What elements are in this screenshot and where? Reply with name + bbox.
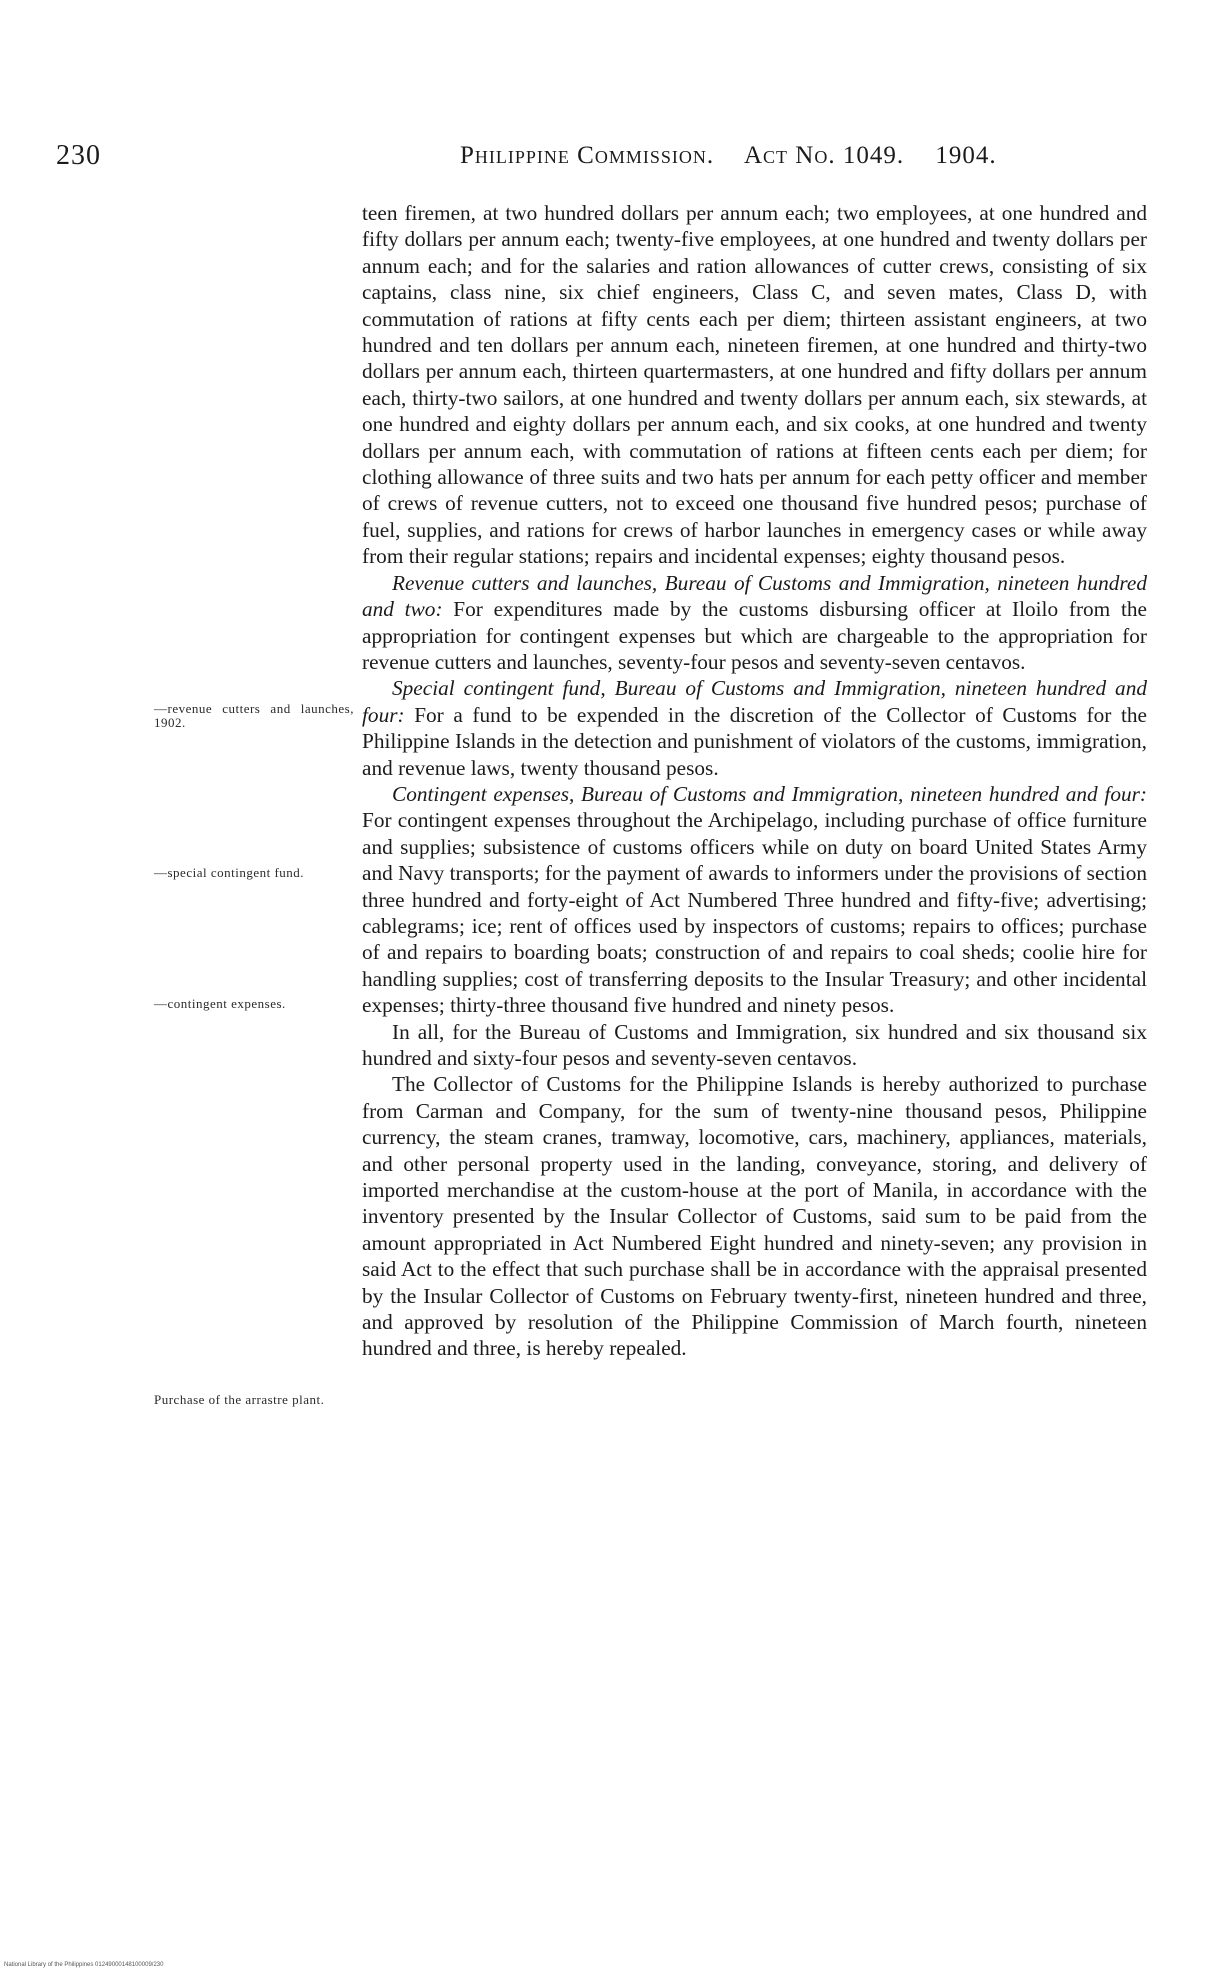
heading-contingent-expenses: Contingent expenses, Bureau of Customs and Immigration, nineteen hundred and four:: [392, 781, 1147, 806]
paragraph-total: In all, for the Bureau of Customs and Immigration, six hundred and six thousand six hundred and sixty-four pesos and seventy-seven centavos.: [362, 1019, 1147, 1070]
heading-revenue-cutters: Revenue cutters and launches, Bureau of Customs and Immigration, nineteen hundred and two:: [362, 570, 1147, 622]
text-contingent-expenses: For contingent expenses throughout the Archipelago, including purchase of office furniture and supplies; subsistence of customs officers while on duty on board United States Army and Navy transports; for the payment of awards to informers under the provisions of section three hundred and forty-eight of Act Numbered Three hundred and fifty-five; advertising; cablegrams; ice; rent of offices used by inspectors of customs; repairs to offices; purchase of and repairs to boarding boats; construction of and repairs to coal sheds; coolie hire for handling supplies; cost of transferring deposits to the Insular Treasury; and other incidental expenses; thirty-three thousand five hundred and ninety pesos.: [362, 808, 1147, 1018]
text-special-contingent: For a fund to be expended in the discretion of the Collector of Customs for the Philippine Islands in the detection and punishment of violators of the customs, immigration, and revenue laws, twenty thousand pesos.: [362, 702, 1147, 780]
running-head-year: 1904.: [935, 142, 997, 169]
margin-note-arrastre-plant: Purchase of the arrastre plant.: [154, 1392, 325, 1407]
running-head: [460, 142, 1021, 170]
heading-special-contingent: Special contingent fund, Bureau of Customs and Immigration, nineteen hundred and four:: [362, 676, 1147, 727]
paragraph-contingent-expenses: [362, 781, 1147, 1019]
paragraph-arrastre: The Collector of Customs for the Philippine Islands is hereby authorized to purchase from Carman and Company, for the sum of twenty-nine thousand pesos, Philippine currency, the steam cranes, tramway, locomotive, cars, machinery, appliances, materials, and other personal property used in the landing, conveyance, storing, and delivery of imported merchandise at the custom-house at the port of Manila, in accordance with the inventory presented by the Insular Collector of Customs, said sum to be paid from the amount appropriated in Act Numbered Eight hundred and ninety-seven; any provision in said Act to the effect that such purchase shall be in accordance with the appraisal presented by the Insular Collector of Customs on February twenty-first, nineteen hundred and three, and approved by resolution of the Philippine Commission of March fourth, nineteen hundred and three, is hereby repealed.: [362, 1072, 1147, 1361]
margin-note-special-contingent: —special contingent fund.: [154, 865, 305, 880]
body-text: [362, 200, 1147, 1362]
running-head-title: Philippine Commission.: [460, 142, 715, 169]
footer-source: National Library of the Philippines 01249000148100009/230: [4, 1962, 164, 1968]
margin-note-contingent-expenses: —contingent expenses.: [154, 996, 286, 1011]
page-number: 230: [56, 140, 101, 171]
running-head-act: Act No. 1049.: [743, 142, 905, 169]
margin-note-revenue-cutters: —revenue cutters and launches, 1902.: [154, 701, 354, 730]
paragraph-continuation: teen firemen, at two hundred dollars per annum each; two employees, at one hundred and fifty dollars per annum each; twenty-five employees, at one hundred and twenty dollars per annum each; and for the salaries and ration allowances of cutter crews, consisting of six captains, class nine, six chief engineers, Class C, and seven mates, Class D, with commutation of rations at fifty cents each per diem; thirteen assistant engineers, at two hundred and ten dollars per annum each, nineteen firemen, at one hundred and thirty-two dollars per annum each, thirteen quartermasters, at one hundred and fifty dollars per annum each, thirty-two sailors, at one hundred and twenty dollars per annum each, six stewards, at one hundred and eighty dollars per annum each, and six cooks, at one hundred and twenty dollars per annum each, with commutation of rations at fifteen cents each per diem; for clothing allowance of three suits and two hats per annum for each petty officer and member of crews of revenue cutters, not to exceed one thousand five hundred pesos; purchase of fuel, supplies, and rations for crews of harbor launches in emergency cases or while away from their regular stations; repairs and incidental expenses; eighty thousand pesos.: [362, 201, 1147, 569]
paragraph-revenue-cutters: [362, 570, 1147, 676]
text-revenue-cutters: For expenditures made by the customs disbursing officer at Iloilo from the appropriation for contingent expenses but which are chargeable to the appropriation for revenue cutters and launches, seventy-four pesos and seventy-seven centavos.: [362, 597, 1147, 674]
paragraph-special-contingent: [362, 675, 1147, 781]
